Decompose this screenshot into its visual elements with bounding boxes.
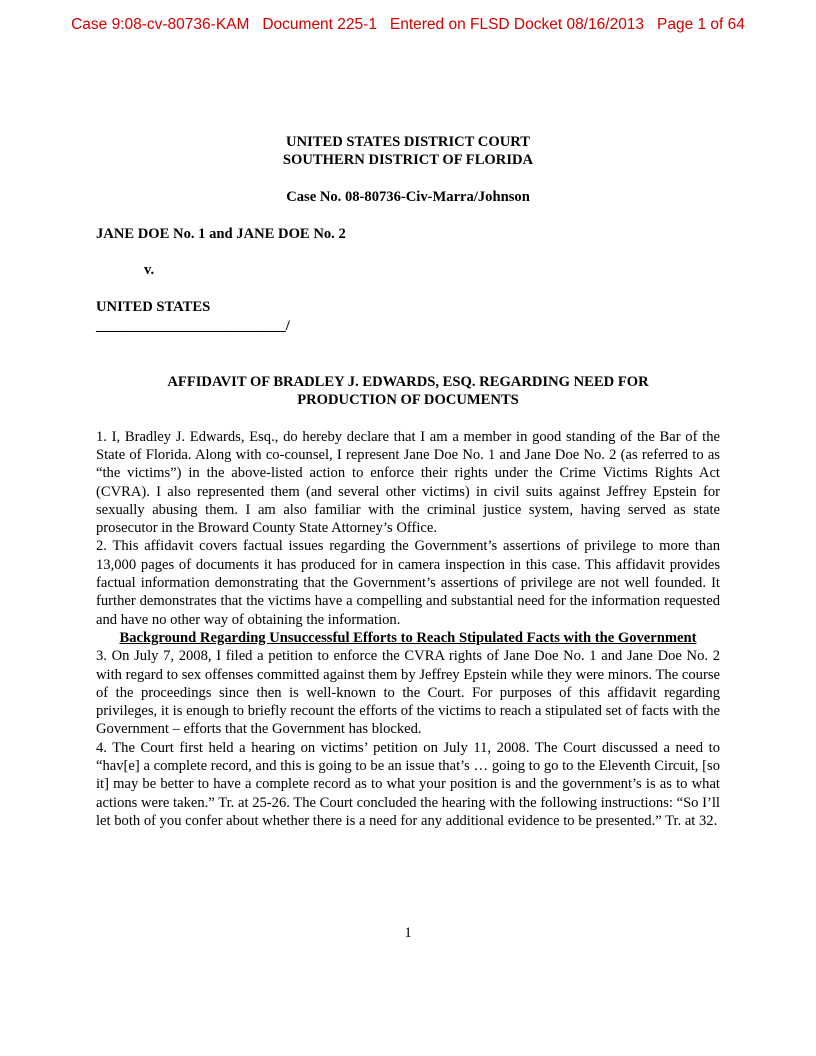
docket-entered-date: Entered on FLSD Docket 08/16/2013 — [389, 16, 645, 33]
case-number: Case No. 08-80736-Civ-Marra/Johnson — [286, 188, 530, 205]
docket-stamp-header — [0, 16, 816, 34]
docket-document-number: Document 225-1 — [262, 16, 377, 33]
docket-page-count: Page 1 of 64 — [656, 16, 745, 33]
docket-case-ref: Case 9:08-cv-80736-KAM — [71, 16, 250, 33]
affidavit-title-line-2: PRODUCTION OF DOCUMENTS — [297, 392, 519, 409]
paragraph-2: 2. This affidavit covers factual issues regarding the Government’s assertions of privilege to more than 13,000 pages of documents it has produced for in camera inspection in this case. This affidavit provides factual information demonstrating that the Government’s assertions of privilege are not well founded. It further demonstrates that the victims have a compelling and substantial need for the information requested and have no other way of obtaining the information. — [96, 538, 720, 628]
court-name-line-2: SOUTHERN DISTRICT OF FLORIDA — [282, 152, 534, 169]
caption-versus: v. — [144, 262, 155, 279]
document-body — [96, 133, 720, 830]
paragraph-3: 3. On July 7, 2008, I filed a petition to enforce the CVRA rights of Jane Doe No. 1 and Jane Doe No. 2 with regard to sex offenses committed against them by Jeffrey Epstein while they were minors. The course of the proceedings since then is well-known to the Court. For purposes of this affidavit regarding privileges, it is enough to briefly recount the efforts of the victims to reach a stipulated set of facts with the Government – efforts that the Government has blocked. — [96, 648, 720, 738]
affidavit-text — [96, 428, 720, 831]
page-number: 1 — [404, 925, 412, 941]
affidavit-title — [96, 373, 720, 410]
caption-signature-line: __________________________/ — [96, 317, 290, 334]
court-name-line-1: UNITED STATES DISTRICT COURT — [285, 134, 530, 150]
paragraph-4: 4. The Court first held a hearing on victims’ petition on July 11, 2008. The Court discussed a need to “hav[e] a complete record, and this is going to be an issue that’s … going to go to the Eleventh Circuit, [so it] may be better to have a complete record as to what your position is and the government’s is as to what actions were taken.” Tr. at 25-26. The Court concluded the hearing with the following instructions: “So I’ll let both of you confer about whether there is a need for any additional evidence to be presented.” Tr. at 32. — [96, 739, 720, 829]
paragraph-1: 1. I, Bradley J. Edwards, Esq., do hereby declare that I am a member in good standing of the Bar of the State of Florida. Along with co-counsel, I represent Jane Doe No. 1 and Jane Doe No. 2 (as referred to as “the victims”) in the above-listed action to enforce their rights under the Crime Victims Rights Act (CVRA). I also represented them (and several other victims) in civil suits against Jeffrey Epstein for sexually abusing them. I am also familiar with the criminal justice system, having served as state prosecutor in the Broward County State Attorney’s Office. — [96, 428, 720, 537]
section-heading-background: Background Regarding Unsuccessful Efforts to Reach Stipulated Facts with the Government — [119, 629, 697, 646]
caption-defendant: UNITED STATES — [96, 299, 211, 316]
affidavit-title-line-1: AFFIDAVIT OF BRADLEY J. EDWARDS, ESQ. REGARDING NEED FOR — [167, 374, 649, 391]
caption-plaintiffs: JANE DOE No. 1 and JANE DOE No. 2 — [96, 225, 346, 242]
